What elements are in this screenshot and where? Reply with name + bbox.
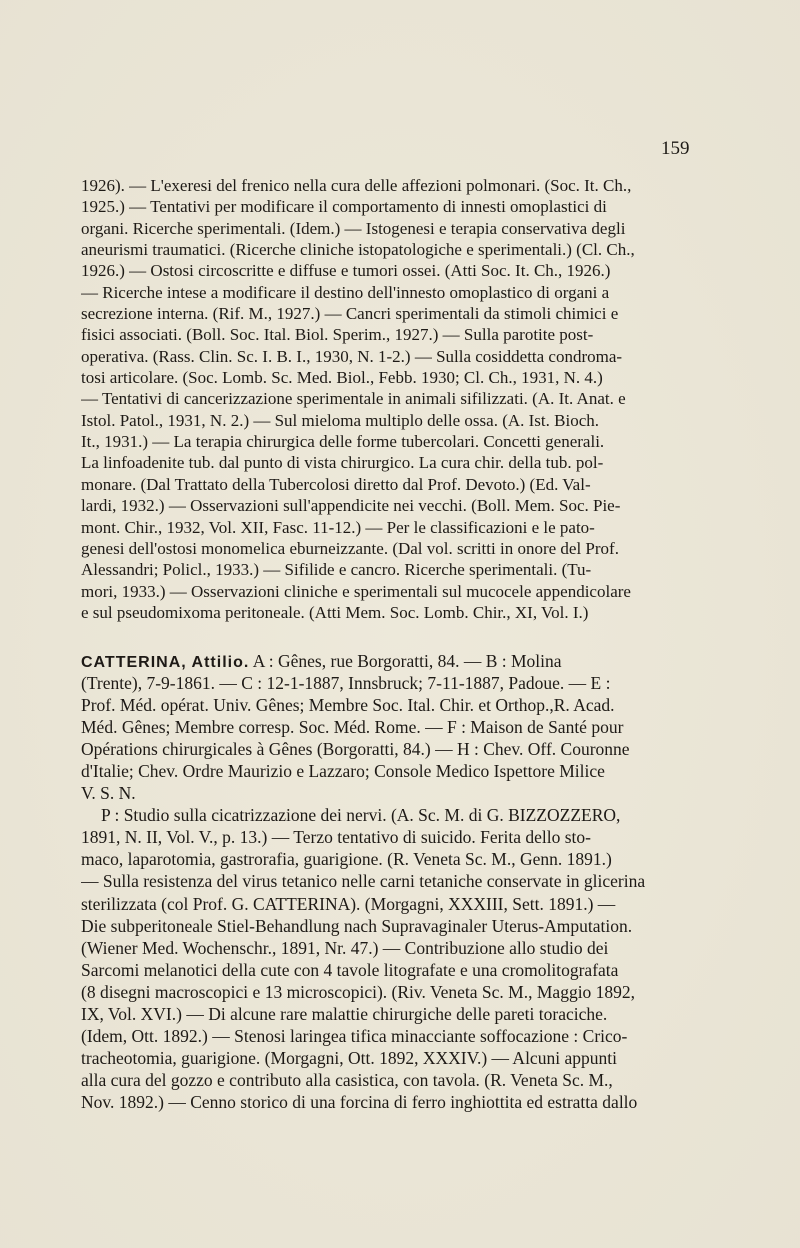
text-line: tracheotomia, guarigione. (Morgagni, Ott. 1892, XXXIV.) — Alcuni appunti <box>81 1047 617 1068</box>
biography-entry <box>81 650 695 1113</box>
text-line: Opérations chirurgicales à Gênes (Borgoratti, 84.) — H : Chev. Off. Couronne <box>81 739 630 760</box>
text-line: Alessandri; Policl., 1933.) — Sifilide e cancro. Ricerche sperimentali. (Tu- <box>81 560 592 580</box>
text-line: (8 disegni macroscopici e 13 microscopici). (Riv. Veneta Sc. M., Maggio 1892, <box>81 981 636 1002</box>
text-line: (Wiener Med. Wochenschr., 1891, Nr. 47.) — Contribuzione allo studio dei <box>81 937 609 958</box>
text-line: e sul pseudomixoma peritoneale. (Atti Mem. Soc. Lomb. Chir., XI, Vol. I.) <box>81 602 589 622</box>
page-number: 159 <box>661 138 690 159</box>
publications-first-line: P : Studio sulla cicatrizzazione dei nervi. (A. Sc. M. di G. BIZZOZZERO, <box>101 805 621 826</box>
text-line: — Tentativi di cancerizzazione sperimentale in animali sifilizzati. (A. It. Anat. e <box>81 389 626 409</box>
text-line: alla cura del gozzo e contributo alla casistica, con tavola. (R. Veneta Sc. M., <box>81 1069 613 1090</box>
text-line: 1926.) — Ostosi circoscritte e diffuse e tumori ossei. (Atti Soc. It. Ch., 1926.) <box>81 261 611 281</box>
text-line: monare. (Dal Trattato della Tubercolosi diretto dal Prof. Devoto.) (Ed. Val- <box>81 474 591 494</box>
text-line: secrezione interna. (Rif. M., 1927.) — Cancri sperimentali da stimoli chimici e <box>81 304 619 324</box>
text-line: Die subperitoneale Stiel-Behandlung nach Supravaginaler Uterus-Amputation. <box>81 915 633 936</box>
text-line: Méd. Gênes; Membre corresp. Soc. Méd. Rome. — F : Maison de Santé pour <box>81 717 624 738</box>
text-line: — Ricerche intese a modificare il destino dell'innesto omoplastico di organi a <box>81 282 610 302</box>
text-line: aneurismi traumatici. (Ricerche cliniche istopatologiche e sperimentali.) (Cl. Ch., <box>81 240 635 260</box>
text-line: mont. Chir., 1932, Vol. XII, Fasc. 11-12.) — Per le classificazioni e le pato- <box>81 517 595 537</box>
text-line: organi. Ricerche sperimentali. (Idem.) — Istogenesi e terapia conservativa degli <box>81 218 626 238</box>
text-line: Prof. Méd. opérat. Univ. Gênes; Membre Soc. Ital. Chir. et Orthop.,R. Acad. <box>81 695 615 716</box>
text-line: 1891, N. II, Vol. V., p. 13.) — Terzo tentativo di suicido. Ferita dello sto- <box>81 827 591 848</box>
text-line: lardi, 1932.) — Osservazioni sull'appendicite nei vecchi. (Boll. Mem. Soc. Pie- <box>81 496 621 516</box>
text-line: It., 1931.) — La terapia chirurgica delle forme tubercolari. Concetti generali. <box>81 432 605 452</box>
entry-header-line <box>81 650 695 672</box>
entry-name: CATTERINA, Attilio. <box>81 654 250 671</box>
text-line: V. S. N. <box>81 783 136 804</box>
text-line: operativa. (Rass. Clin. Sc. I. B. I., 1930, N. 1-2.) — Sulla cosiddetta condroma- <box>81 346 623 366</box>
text-line: IX, Vol. XVI.) — Di alcune rare malattie chirurgiche delle pareti toraciche. <box>81 1003 608 1024</box>
text-line: mori, 1933.) — Osservazioni cliniche e sperimentali sul mucocele appendicolare <box>81 581 631 601</box>
text-line: tosi articolare. (Soc. Lomb. Sc. Med. Biol., Febb. 1930; Cl. Ch., 1931, N. 4.) <box>81 368 603 388</box>
text-line: (Idem, Ott. 1892.) — Stenosi laringea tifica minacciante soffocazione : Crico- <box>81 1025 628 1046</box>
text-line: genesi dell'ostosi monomelica eburneizzante. (Dal vol. scritti in onore del Prof. <box>81 538 619 558</box>
text-line: sterilizzata (col Prof. G. CATTERINA). (Morgagni, XXXIII, Sett. 1891.) — <box>81 893 616 914</box>
text-line: d'Italie; Chev. Ordre Maurizio e Lazzaro; Console Medico Ispettore Milice <box>81 761 605 782</box>
text-line: — Sulla resistenza del virus tetanico nelle carni tetaniche conservate in glicerina <box>81 871 646 892</box>
text-line: maco, laparotomia, gastrorafia, guarigione. (R. Veneta Sc. M., Genn. 1891.) <box>81 849 612 870</box>
text-line: fisici associati. (Boll. Soc. Ital. Biol. Sperim., 1927.) — Sulla parotite post- <box>81 325 594 345</box>
text-line: Istol. Patol., 1931, N. 2.) — Sul mieloma multiplo delle ossa. (A. Ist. Bioch. <box>81 410 599 430</box>
text-line: 1925.) — Tentativi per modificare il comportamento di innesti omoplastici di <box>81 197 607 217</box>
text-line: Nov. 1892.) — Cenno storico di una forcina di ferro inghiottita ed estratta dallo <box>81 1091 638 1112</box>
text-line: La linfoadenite tub. dal punto di vista chirurgico. La cura chir. della tub. pol- <box>81 453 604 473</box>
bibliography-paragraph <box>81 175 695 623</box>
text-line: (Trente), 7-9-1861. — C : 12-1-1887, Innsbruck; 7-11-1887, Padoue. — E : <box>81 673 611 694</box>
text-line: Sarcomi melanotici della cute con 4 tavole litografate e una cromolitografata <box>81 959 619 980</box>
text-line: 1926). — L'exeresi del frenico nella cura delle affezioni polmonari. (Soc. It. Ch., <box>81 176 632 195</box>
entry-address: A : Gênes, rue Borgoratti, 84. — B : Molina <box>249 651 562 671</box>
